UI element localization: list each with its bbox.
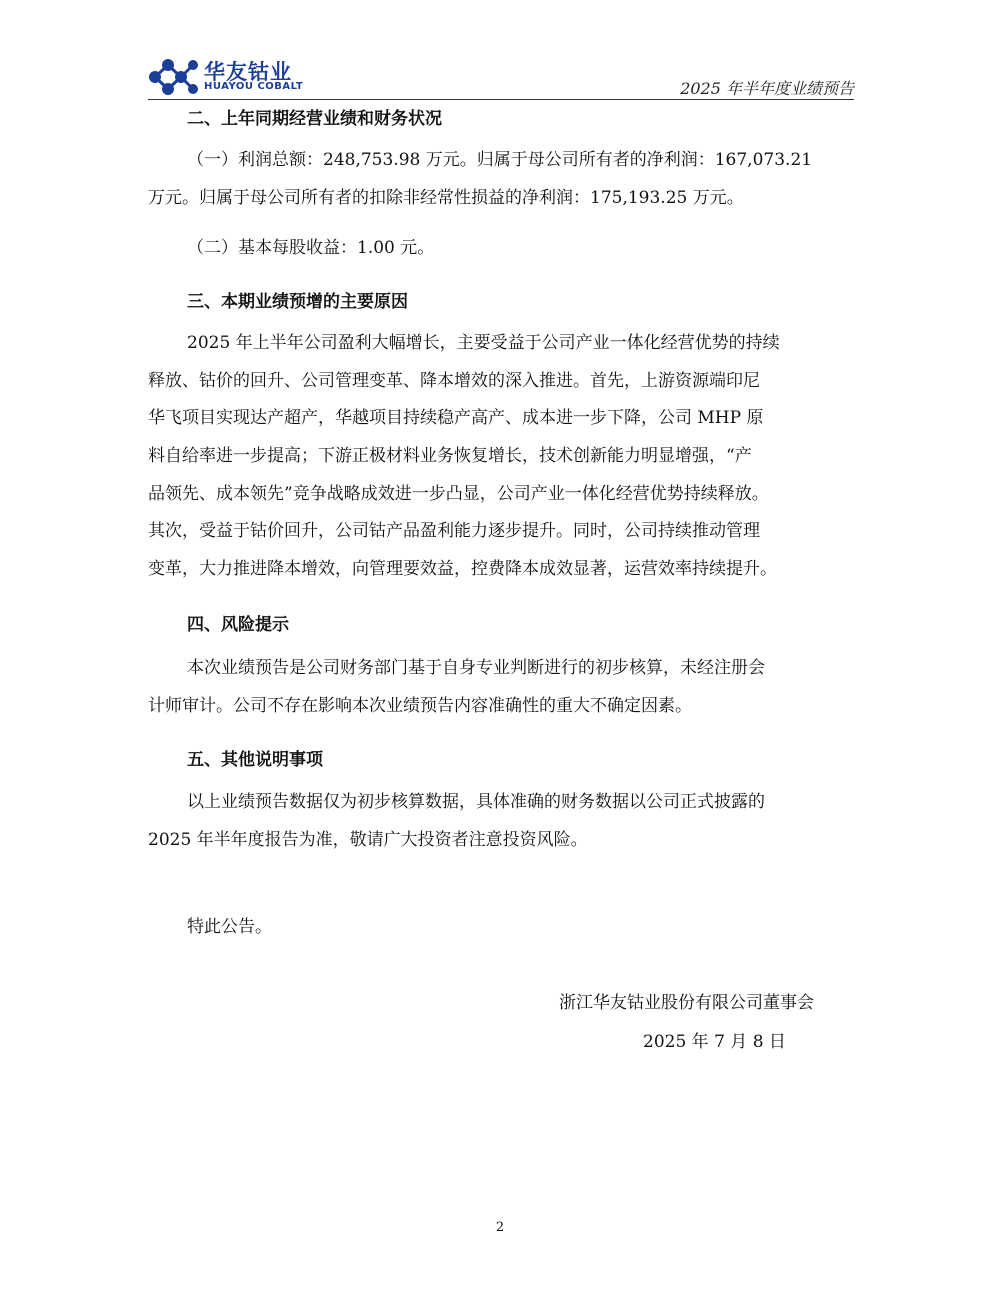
section-3-heading: 三、本期业绩预增的主要原因 (187, 292, 408, 312)
logo-english-name: HUAYOU COBALT (204, 81, 304, 92)
section-5-paragraph (148, 784, 854, 859)
section-4-paragraph (148, 650, 854, 725)
closing-statement: 特此公告。 (187, 917, 272, 937)
company-logo (148, 56, 328, 96)
document-title: 2025 年半年度业绩预告 (680, 79, 854, 98)
section-2-paragraph-1 (148, 142, 854, 217)
text-line: 释放、钴价的回升、公司管理变革、降本增效的深入推进。首先，上游资源端印尼 (148, 370, 760, 391)
text-line: 华飞项目实现达产超产，华越项目持续稳产高产、成本进一步下降，公司 MHP 原 (148, 408, 764, 429)
text-line: 以上业绩预告数据仅为初步核算数据，具体准确的财务数据以公司正式披露的 (187, 792, 765, 812)
logo-chinese-name: 华友钴业 (204, 60, 292, 84)
section-2-heading: 二、上年同期经营业绩和财务状况 (187, 109, 442, 129)
text-line: （一）利润总额：248,753.98 万元。归属于母公司所有者的净利润：167,073.21 (187, 150, 813, 170)
signature-board: 浙江华友钴业股份有限公司董事会 (559, 993, 814, 1013)
molecule-logo-icon (148, 58, 200, 96)
text-line: 2025 年上半年公司盈利大幅增长，主要受益于公司产业一体化经营优势的持续 (187, 333, 780, 353)
text-line: 万元。归属于母公司所有者的扣除非经常性损益的净利润：175,193.25 万元。 (148, 187, 744, 208)
section-3-paragraph (148, 325, 854, 589)
text-line: 品领先、成本领先”竞争战略成效进一步凸显，公司产业一体化经营优势持续释放。 (148, 483, 769, 504)
text-line: 计师审计。公司不存在影响本次业绩预告内容准确性的重大不确定因素。 (148, 695, 692, 716)
text-line: 其次，受益于钴价回升，公司钴产品盈利能力逐步提升。同时，公司持续推动管理 (148, 521, 760, 542)
text-line: 2025 年半年度报告为准，敬请广大投资者注意投资风险。 (148, 829, 588, 850)
section-5-heading: 五、其他说明事项 (187, 750, 323, 770)
page-header (148, 56, 854, 100)
text-line: 变革，大力推进降本增效，向管理要效益，控费降本成效显著，运营效率持续提升。 (148, 559, 777, 580)
text-line: 本次业绩预告是公司财务部门基于自身专业判断进行的初步核算，未经注册会 (187, 658, 765, 678)
text-line: （二）基本每股收益：1.00 元。 (187, 238, 435, 258)
section-2-paragraph-2 (148, 230, 854, 268)
page-number: 2 (495, 1220, 505, 1235)
text-line: 料自给率进一步提高；下游正极材料业务恢复增长，技术创新能力明显增强，“产 (148, 446, 752, 467)
section-4-heading: 四、风险提示 (187, 615, 289, 635)
header-divider (148, 99, 854, 100)
signature-date: 2025 年 7 月 8 日 (643, 1032, 786, 1052)
